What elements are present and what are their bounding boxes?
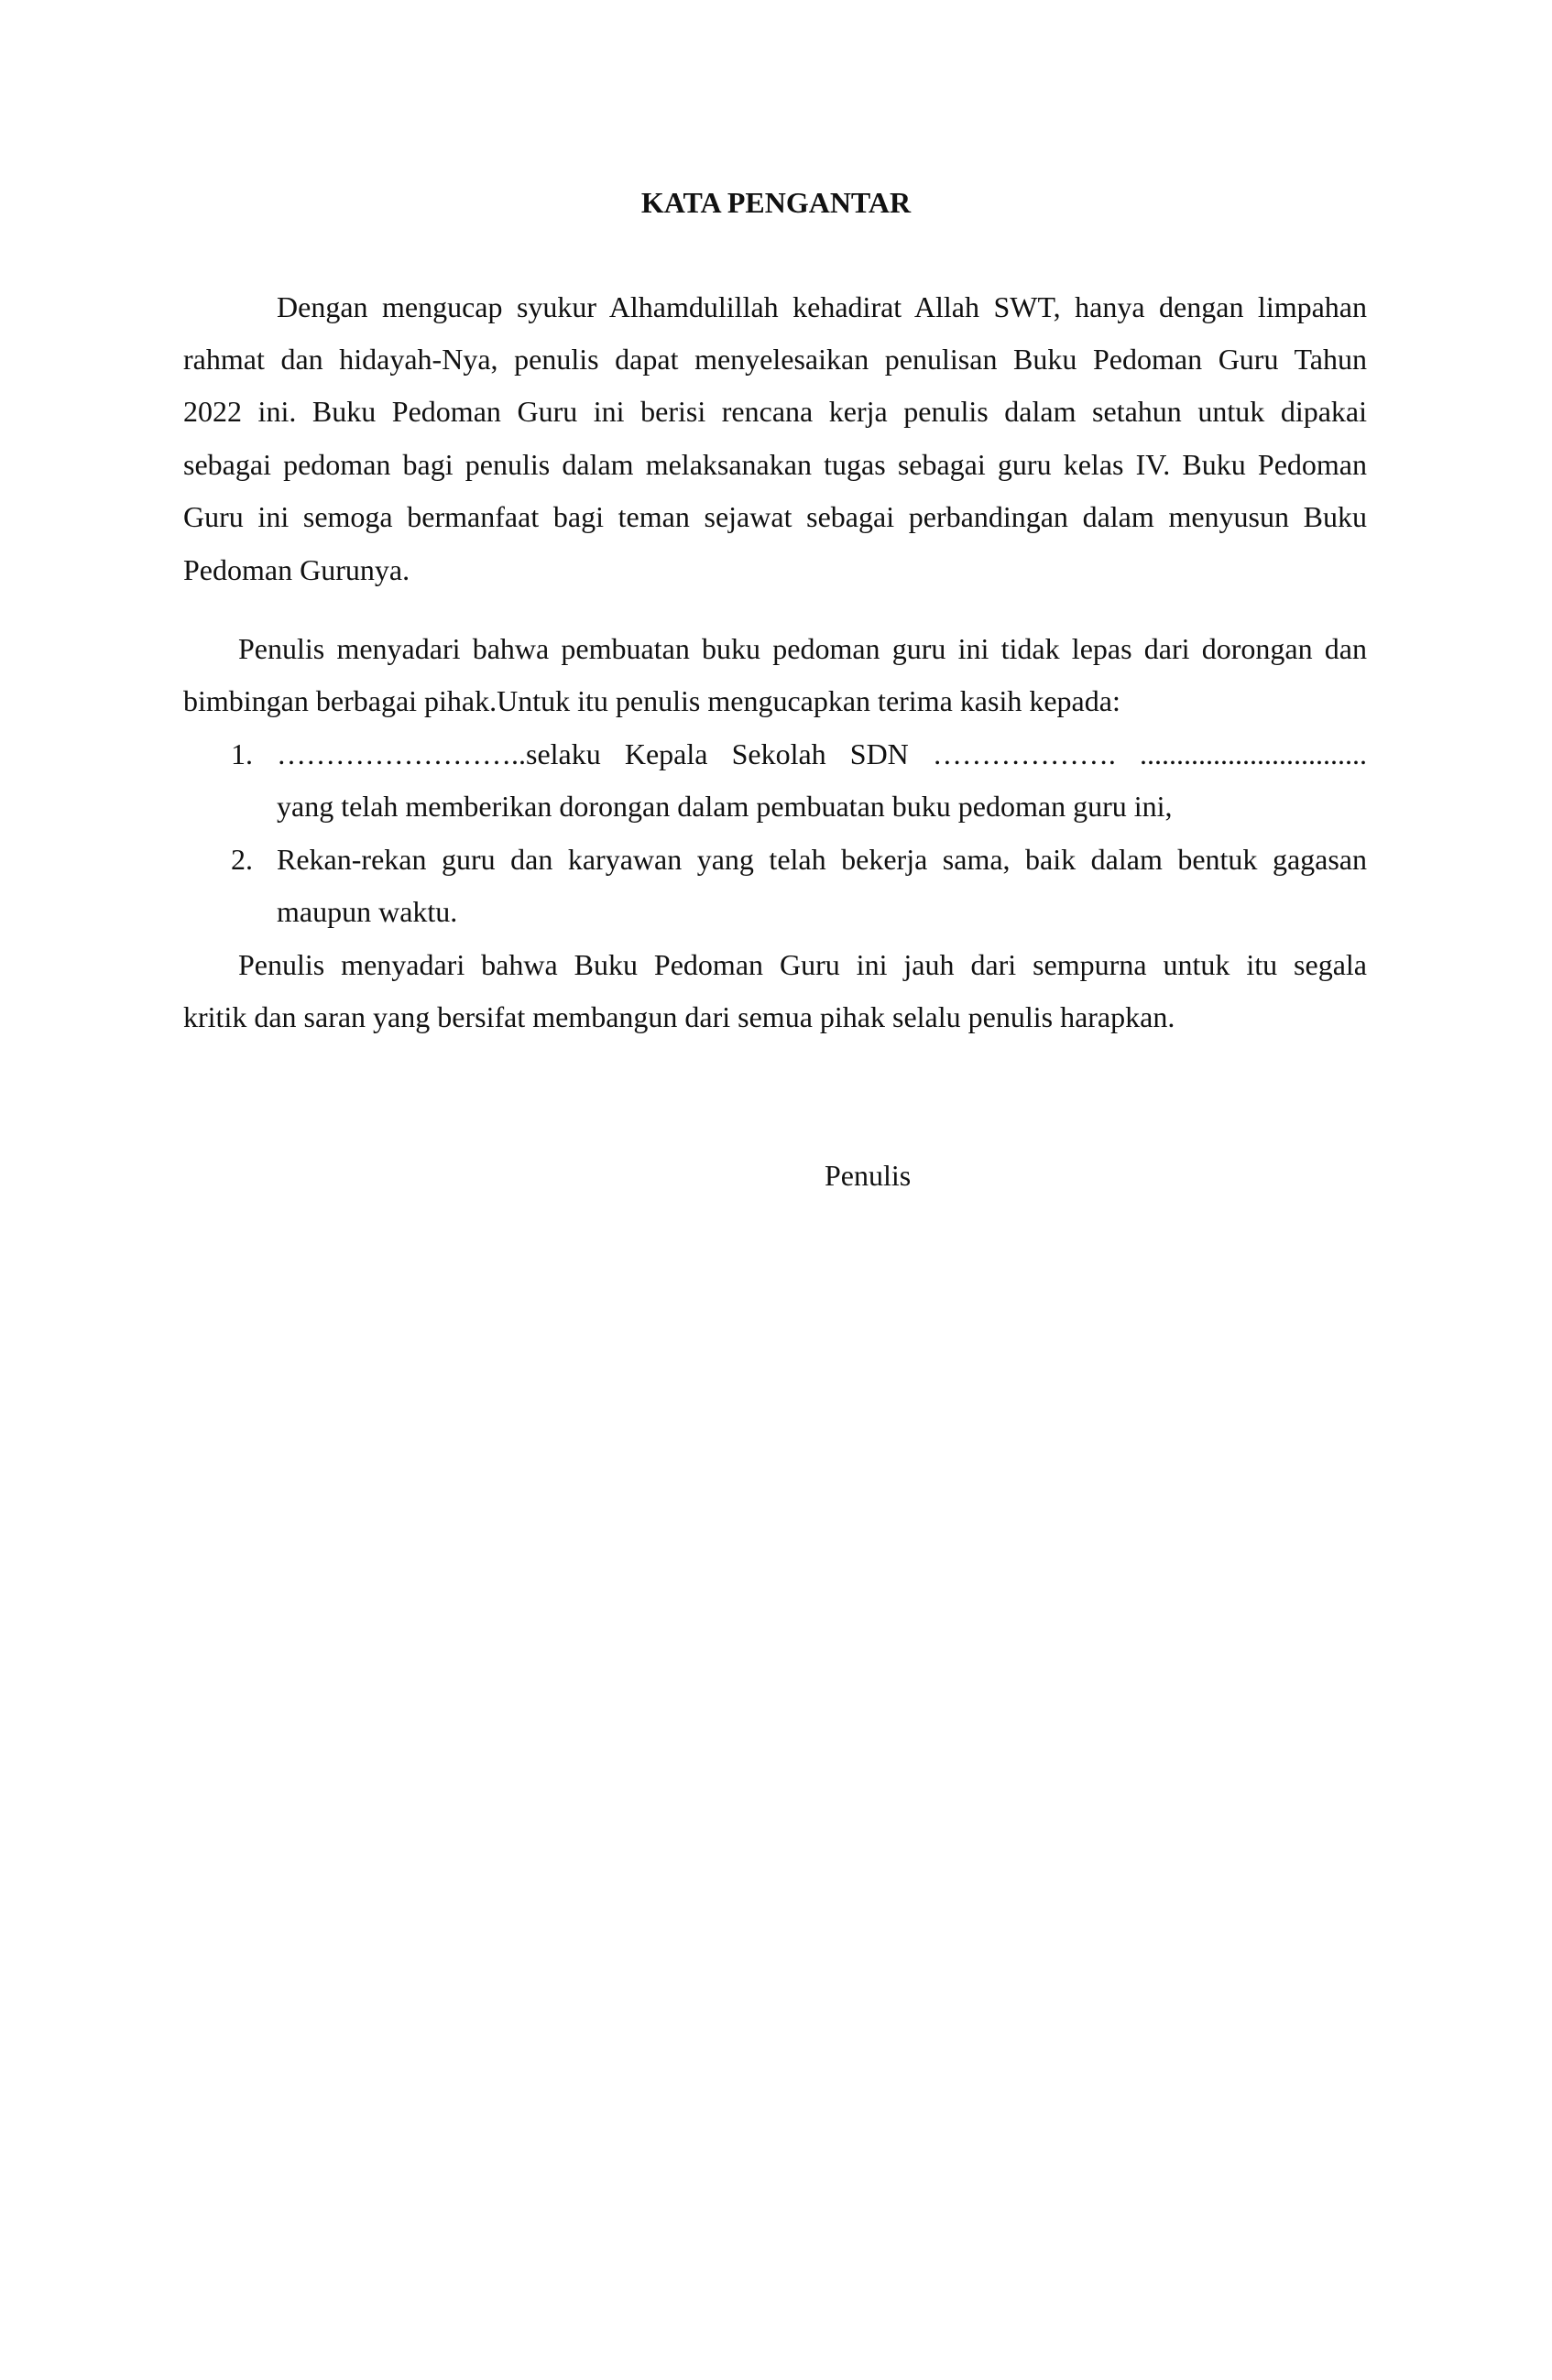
text-line: rahmat dan hidayah-Nya, penulis dapat menyelesaikan penulisan Buku Pedoman Guru Tahun [183, 343, 1367, 376]
text-line: sebagai pedoman bagi penulis dalam melaksanakan tugas sebagai guru kelas IV. Buku Pedoman [183, 448, 1367, 481]
list-number: 1. [231, 737, 253, 770]
list-number: 2. [231, 843, 253, 876]
text-line: Guru ini semoga bermanfaat bagi teman sejawat sebagai perbandingan dalam menyusun Buku [183, 500, 1367, 533]
text-line: yang telah memberikan dorongan dalam pembuatan buku pedoman guru ini, [277, 790, 1173, 823]
text-line: bimbingan berbagai pihak.Untuk itu penulis mengucapkan terima kasih kepada: [183, 684, 1120, 717]
text-line: Rekan-rekan guru dan karyawan yang telah bekerja sama, baik dalam bentuk gagasan [277, 843, 1367, 876]
text-line: Penulis menyadari bahwa Buku Pedoman Guru ini jauh dari sempurna untuk itu segala [238, 948, 1367, 981]
text-line: ……………………..selaku Kepala Sekolah SDN ………………. ............................... [277, 737, 1367, 770]
text-line: Penulis menyadari bahwa pembuatan buku pedoman guru ini tidak lepas dari dorongan dan [238, 632, 1367, 665]
text-line: 2022 ini. Buku Pedoman Guru ini berisi rencana kerja penulis dalam setahun untuk dipakai [183, 395, 1367, 428]
page-title: KATA PENGANTAR [640, 186, 912, 219]
text-line: kritik dan saran yang bersifat membangun dari semua pihak selalu penulis harapkan. [183, 1000, 1175, 1033]
text-line: Dengan mengucap syukur Alhamdulillah kehadirat Allah SWT, hanya dengan limpahan [277, 290, 1367, 323]
signature-author: Penulis [825, 1159, 912, 1192]
text-line: Pedoman Gurunya. [183, 553, 410, 586]
text-line: maupun waktu. [277, 895, 458, 928]
